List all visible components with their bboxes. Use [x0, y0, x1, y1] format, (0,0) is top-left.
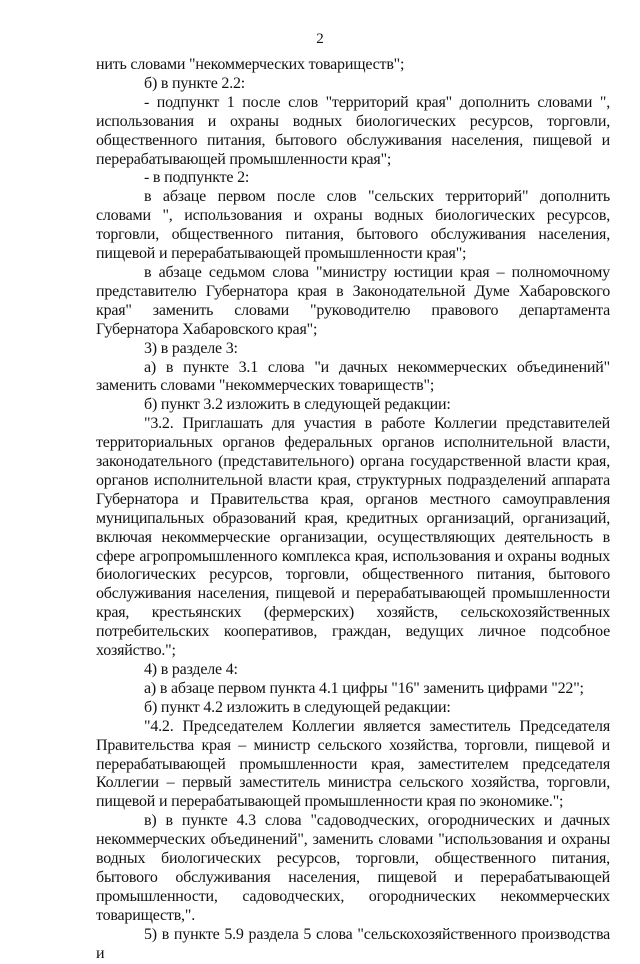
paragraph: а) в пункте 3.1 слова "и дачных некоммерческих объединений" заменить словами "некоммерческих товариществ";: [96, 358, 610, 395]
paragraph: б) в пункте 2.2:: [144, 74, 246, 92]
paragraph: 5) в пункте 5.9 раздела 5 слова "сельскохозяйственного производства и: [96, 925, 610, 962]
paragraph: в абзаце седьмом слова "министру юстиции края – полномочному представителю Губернатора края в Законодательной Думе Хабаровского края" заменить словами "руководителю правового департамента Губернатора Хабаровского края";: [96, 263, 610, 338]
paragraph: 4) в разделе 4:: [144, 661, 238, 678]
paragraph: в) в пункте 4.3 слова "садоводческих, огороднических и дачных некоммерческих объединений", заменить словами "использования и охраны водных биологических ресурсов, торговли, общественного питания, бытового обслуживания населения, пищевой и перерабатывающей промышленности, садоводческих, огороднических некоммерческих товариществ,".: [96, 812, 610, 924]
paragraph: а) в абзаце первом пункта 4.1 цифры "16" заменить цифрами "22";: [144, 679, 584, 697]
paragraph: 3) в разделе 3:: [144, 339, 238, 357]
paragraph: - в подпункте 2:: [144, 169, 250, 187]
paragraph: в абзаце первом после слов "сельских территорий" дополнить словами ", использования и охраны водных биологических ресурсов, торговли, общественного питания, бытового обслуживания населения, пищевой и перерабатывающей промышленности края";: [96, 188, 610, 263]
paragraph: нить словами "некоммерческих товариществ";: [96, 56, 405, 73]
paragraph: б) пункт 4.2 изложить в следующей редакции:: [144, 698, 451, 716]
paragraph: б) пункт 3.2 изложить в следующей редакции:: [144, 396, 451, 414]
document-body: [96, 56, 610, 964]
paragraph: "4.2. Председателем Коллегии является заместитель Председателя Правительства края – министр сельского хозяйства, торговли, пищевой и перерабатывающей промышленности края, заместителем председателя Коллегии – первый заместитель министра сельского хозяйства, торговли, пищевой и перерабатывающей промышленности края по экономике.";: [96, 717, 610, 811]
paragraph: "3.2. Приглашать для участия в работе Коллегии представителей территориальных органов федеральных органов исполнительной власти, законодательного (представительного) органа государственной власти края, органов исполнительной власти края, структурных подразделений аппарата Губернатора и Правительства края, органов местного самоуправления муниципальных образований края, кредитных организаций, организаций, включая некоммерческие организации, осуществляющих деятельность в сфере агропромышленного комплекса края, использования и охраны водных биологических ресурсов, торговли, общественного питания, бытового обслуживания населения, пищевой и перерабатывающей промышленности края, крестьянских (фермерских) хозяйств, сельскохозяйственных потребительских кооперативов, граждан, ведущих личное подсобное хозяйство.";: [96, 415, 610, 660]
paragraph: - подпункт 1 после слов "территорий края" дополнить словами ", использования и охраны водных биологических ресурсов, торговли, общественного питания, бытового обслуживания населения, пищевой и перерабатывающей промышленности края";: [96, 93, 610, 168]
page-number: 2: [316, 31, 324, 47]
